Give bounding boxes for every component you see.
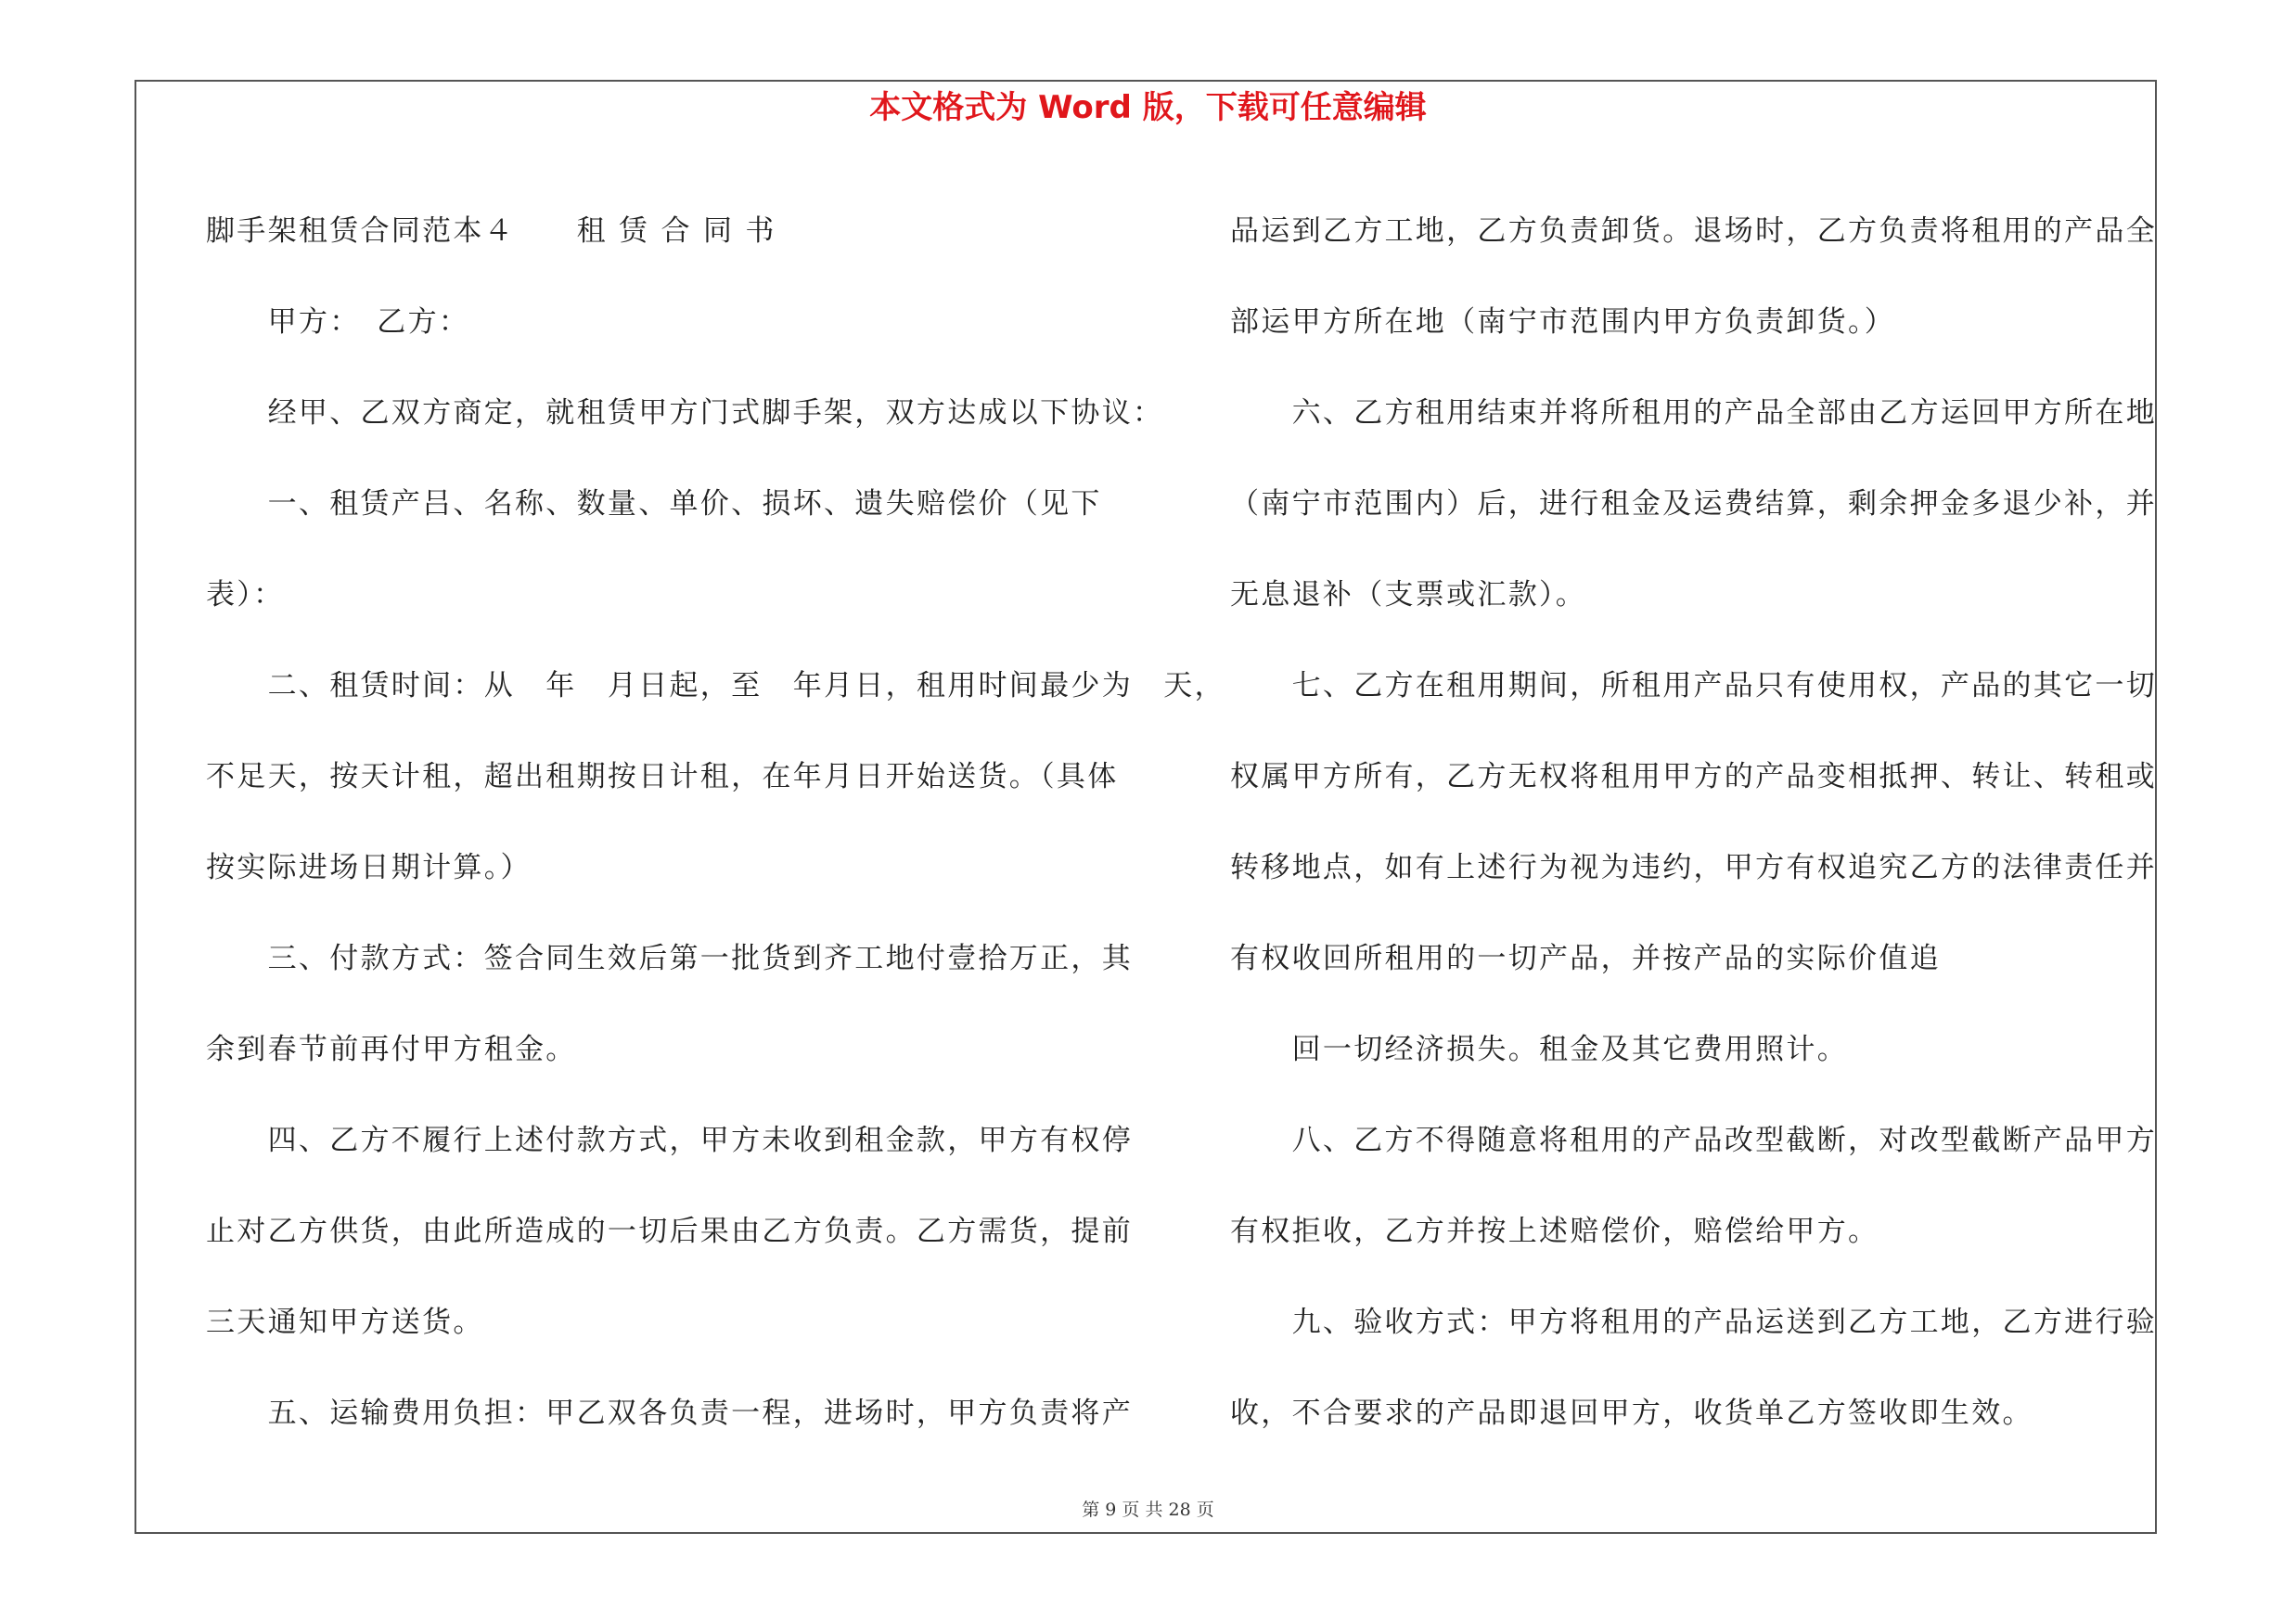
text-line: 六、乙方租用结束并将所租用的产品全部由乙方运回甲方所在地	[1230, 396, 2157, 430]
text-line: 三、付款方式：签合同生效后第一批货到齐工地付壹拾万正，其	[206, 942, 1133, 975]
text-line: 五、运输费用负担：甲乙双各负责一程，进场时，甲方负责将产	[206, 1397, 1133, 1430]
text-line: 二、租赁时间：从 年 月日起，至 年月日，租用时间最少为 天，	[206, 669, 1225, 702]
text-line: 按实际进场日期计算。）	[206, 851, 532, 884]
text-line: 经甲、乙双方商定，就租赁甲方门式脚手架，双方达成以下协议：	[206, 396, 1164, 430]
text-line: 甲方： 乙方：	[206, 305, 470, 339]
text-line: 无息退补（支票或汇款）。	[1230, 578, 1587, 612]
text-line: 八、乙方不得随意将租用的产品改型截断，对改型截断产品甲方	[1230, 1124, 2157, 1157]
text-line: （南宁市范围内）后，进行租金及运费结算，剩余押金多退少补，并	[1230, 487, 2157, 521]
text-line: 四、乙方不履行上述付款方式，甲方未收到租金款，甲方有权停	[206, 1124, 1133, 1157]
word-format-banner: 本文格式为 Word 版，下载可任意编辑	[869, 89, 1427, 126]
text-line: 表）：	[206, 578, 285, 612]
text-line: 一、租赁产吕、名称、数量、单价、损坏、遗失赔偿价（见下	[206, 487, 1102, 521]
text-line: 九、验收方式：甲方将租用的产品运送到乙方工地，乙方进行验	[1230, 1306, 2157, 1339]
text-line: 七、乙方在租用期间，所租用产品只有使用权，产品的其它一切	[1230, 669, 2157, 702]
text-line: 有权拒收，乙方并按上述赔偿价，赔偿给甲方。	[1230, 1215, 1879, 1248]
text-line: 权属甲方所有，乙方无权将租用甲方的产品变相抵押、转让、转租或	[1230, 760, 2157, 793]
text-line: 品运到乙方工地，乙方负责卸货。退场时，乙方负责将租用的产品全	[1230, 214, 2157, 248]
text-line: 三天通知甲方送货。	[206, 1306, 484, 1339]
text-line: 部运甲方所在地（南宁市范围内甲方负责卸货。）	[1230, 305, 1896, 339]
text-line: 余到春节前再付甲方租金。	[206, 1033, 577, 1066]
text-line: 不足天，按天计租，超出租期按日计租，在年月日开始送货。（具体	[206, 760, 1119, 793]
text-line: 有权收回所租用的一切产品，并按产品的实际价值追	[1230, 942, 1941, 975]
text-line: 止对乙方供货，由此所造成的一切后果由乙方负责。乙方需货，提前	[206, 1215, 1133, 1248]
right-column	[1230, 186, 2157, 1459]
left-column	[206, 186, 1225, 1459]
text-line: 回一切经济损失。租金及其它费用照计。	[1230, 1033, 1848, 1066]
text-line: 脚手架租赁合同范本４ 租 赁 合 同 书	[206, 214, 776, 248]
text-line: 转移地点，如有上述行为视为违约，甲方有权追究乙方的法律责任并	[1230, 851, 2157, 884]
text-line: 收，不合要求的产品即退回甲方，收货单乙方签收即生效。	[1230, 1397, 2033, 1430]
page-number-footer: 第 9 页 共 28 页	[1082, 1500, 1214, 1520]
